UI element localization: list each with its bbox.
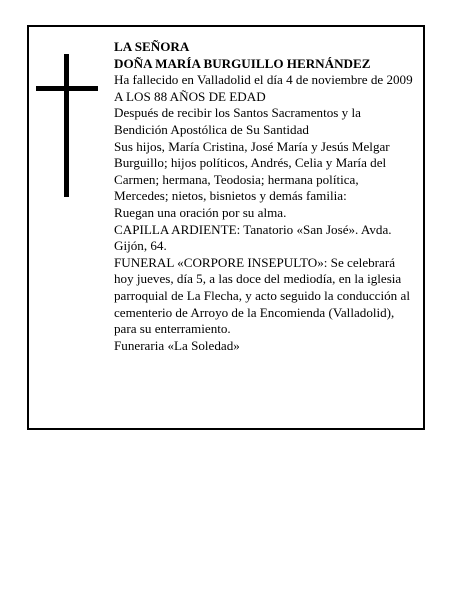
cross-vertical-bar [64,54,69,197]
cross-horizontal-bar [36,86,98,91]
cross-icon [36,54,98,197]
prayer-line: Ruegan una oración por su alma. [114,204,287,220]
notice-heading: LA SEÑORA [114,39,190,54]
sacraments-line: Después de recibir los Santos Sacramentos y la Bendición Apostólica de Su Santidad [114,105,361,137]
notice-text [114,39,414,354]
funeral-home-line: Funeraria «La Soledad» [114,337,240,353]
death-announcement: Ha fallecido en Valladolid el día 4 de noviembre de 2009 [114,72,413,88]
chapel-line: CAPILLA ARDIENTE: Tanatorio «San José». Avda. Gijón, 64. [114,221,392,254]
deceased-name: DOÑA MARÍA BURGUILLO HERNÁNDEZ [114,55,371,71]
funeral-line: FUNERAL «CORPORE INSEPULTO»: Se celebrará hoy jueves, día 5, a las doce del mediodía, en la iglesia parroquial de La Flecha, y acto seguido la conducción al cementerio de Arroyo de la Encomienda (Valladolid), para su enterramiento. [114,254,410,337]
family-line: Sus hijos, María Cristina, José María y Jesús Melgar Burguillo; hijos políticos, Andrés, Celia y María del Carmen; hermana, Teodosia; hermana política, Mercedes; nietos, bisnietos y demás familia: [114,138,390,204]
age-line: A LOS 88 AÑOS DE EDAD [114,88,266,104]
